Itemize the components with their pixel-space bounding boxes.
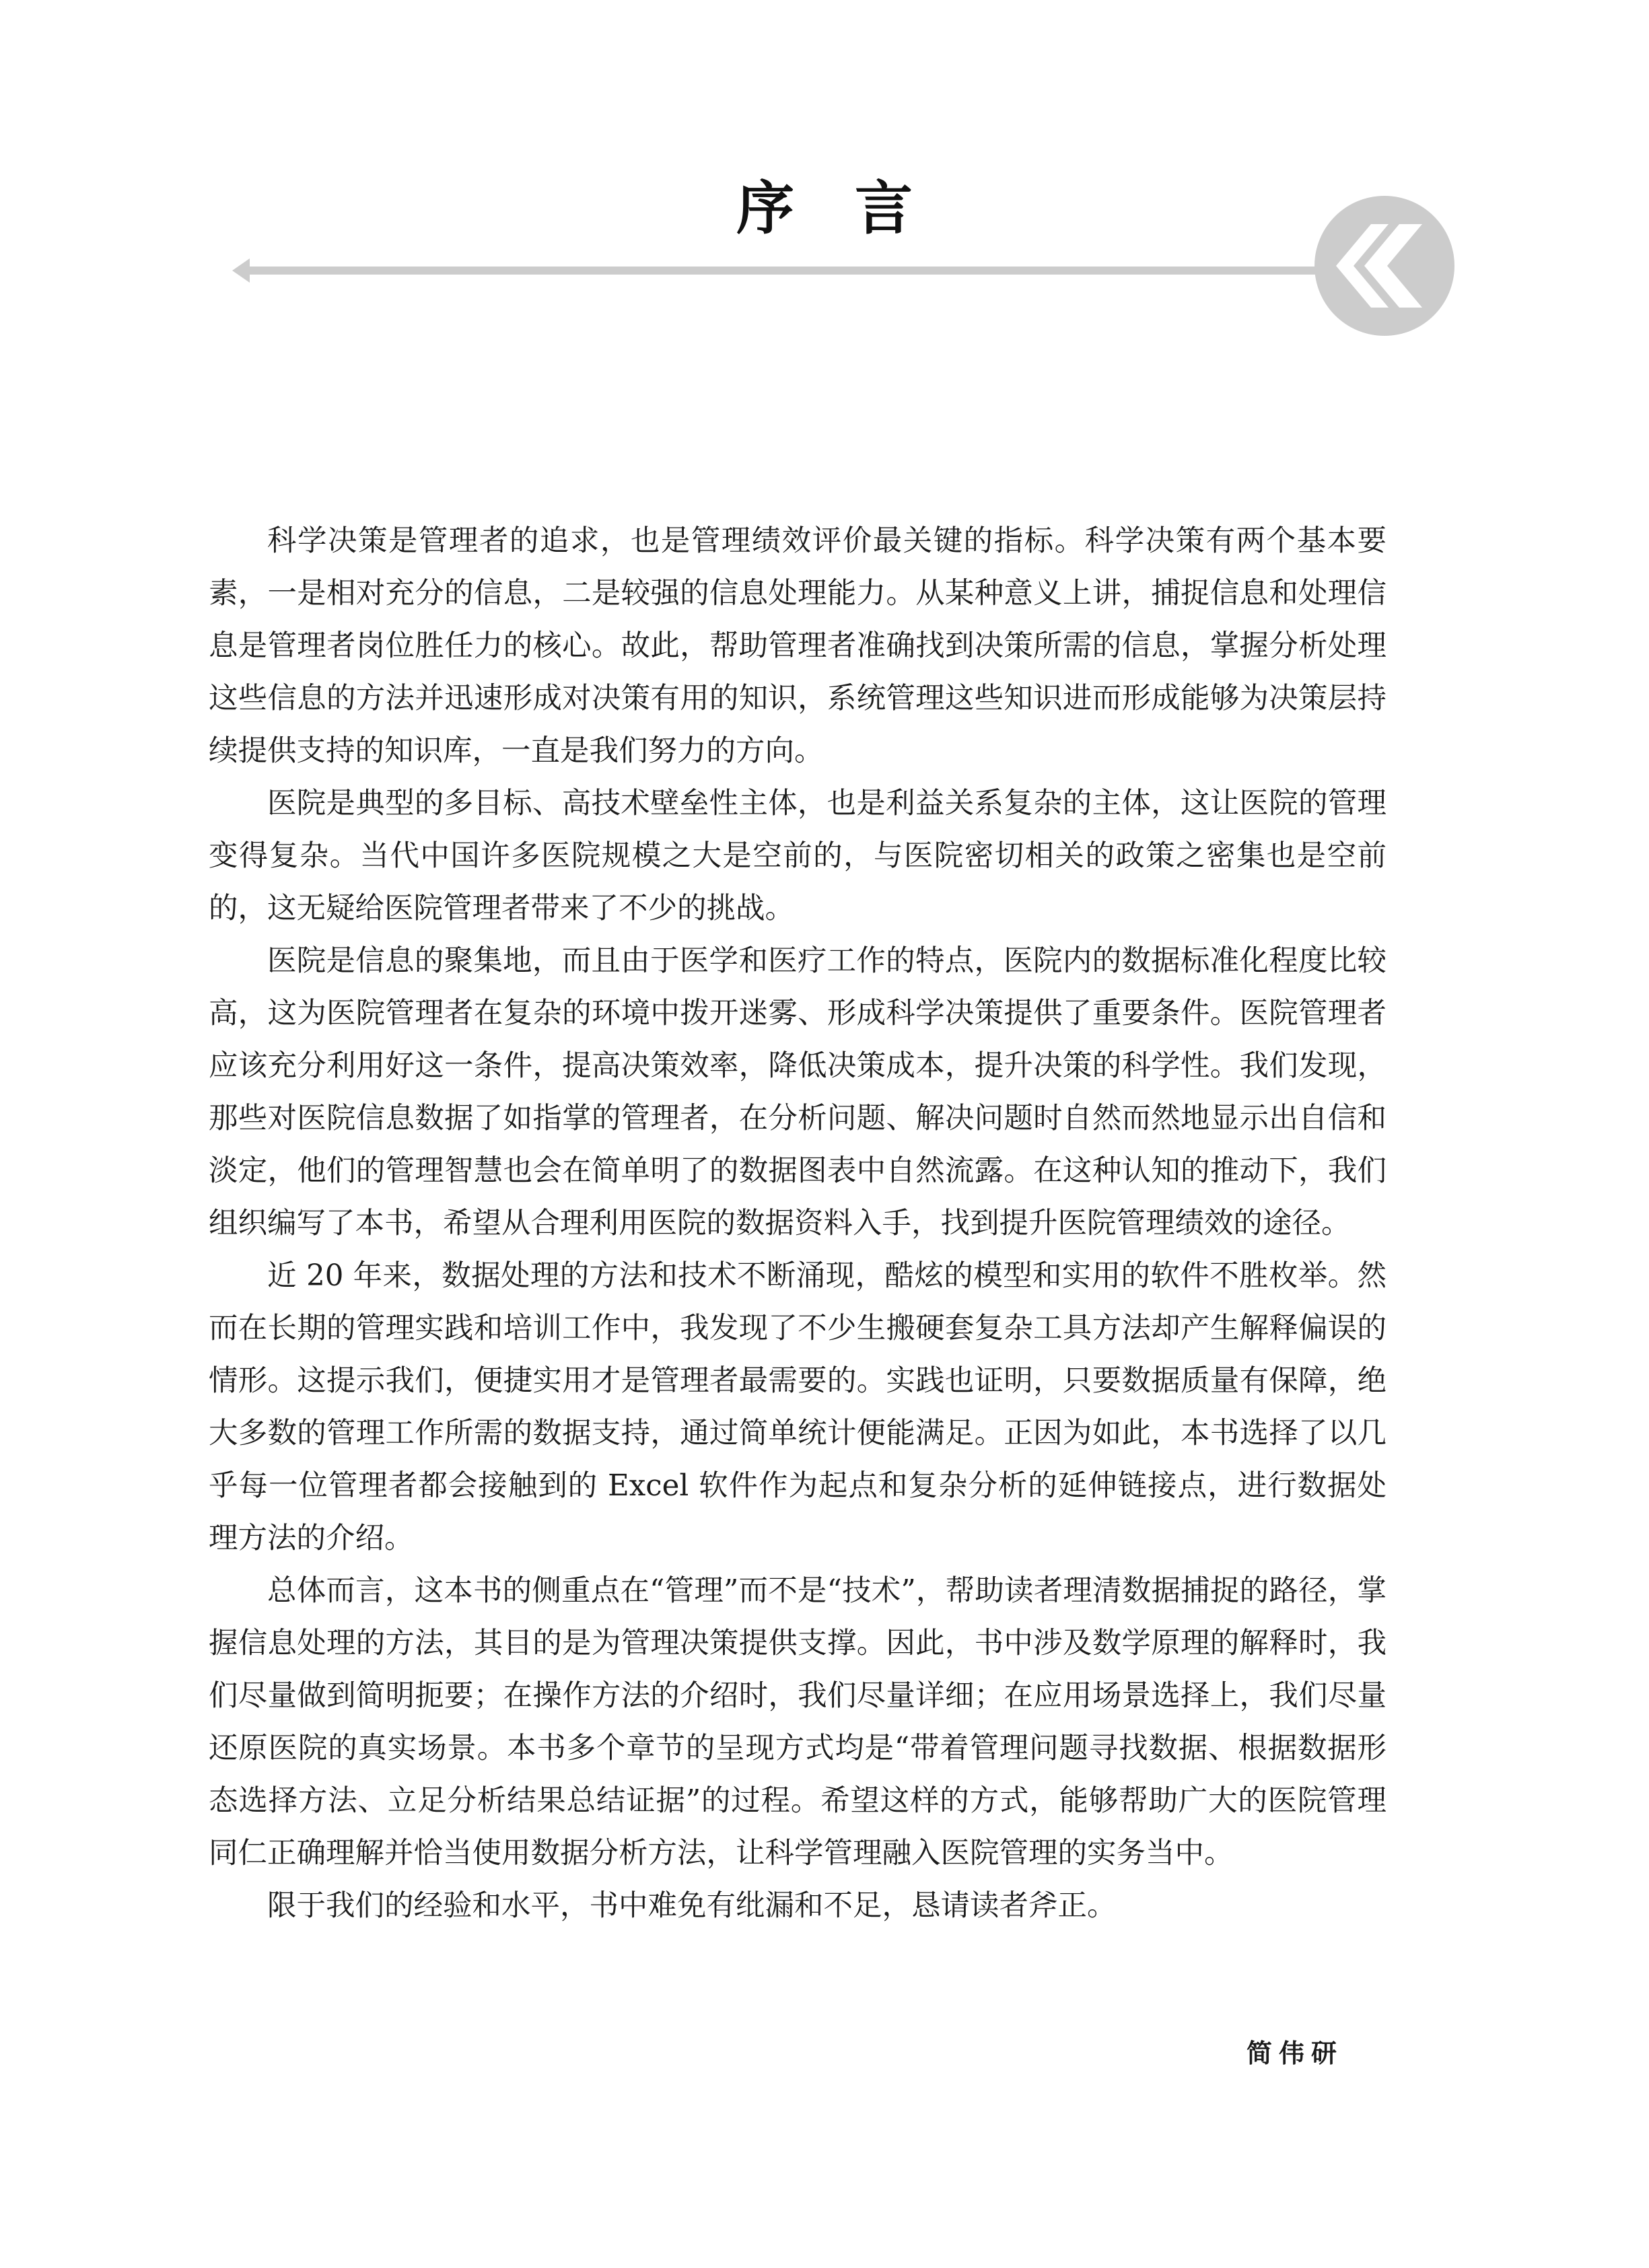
paragraph: 医院是典型的多目标、高技术壁垒性主体，也是利益关系复杂的主体，这让医院的管理变得复杂。当代中国许多医院规模之大是空前的，与医院密切相关的政策之密集也是空前的，这无疑给医院管理者带来了不少的挑战。 [209, 787, 1387, 925]
paragraph: 科学决策是管理者的追求，也是管理绩效评价最关键的指标。科学决策有两个基本要素，一是相对充分的信息，二是较强的信息处理能力。从某种意义上讲，捕捉信息和处理信息是管理者岗位胜任力的核心。故此，帮助管理者准确找到决策所需的信息，掌握分析处理这些信息的方法并迅速形成对决策有用的知识，系统管理这些知识进而形成能够为决策层持续提供支持的知识库，一直是我们努力的方向。 [209, 524, 1387, 768]
double-chevron-left-icon [1313, 194, 1456, 337]
paragraph: 近 20 年来，数据处理的方法和技术不断涌现，酷炫的模型和实用的软件不胜枚举。然而在长期的管理实践和培训工作中，我发现了不少生搬硬套复杂工具方法却产生解释偏误的情形。这提示我们，便捷实用才是管理者最需要的。实践也证明，只要数据质量有保障，绝大多数的管理工作所需的数据支持，通过简单统计便能满足。正因为如此，本书选择了以几乎每一位管理者都会接触到的 Excel 软件作为起点和复杂分析的延伸链接点，进行数据处理方法的介绍。 [209, 1259, 1387, 1555]
paragraph: 限于我们的经验和水平，书中难免有纰漏和不足，恳请读者斧正。 [267, 1889, 1117, 1923]
paragraph: 总体而言，这本书的侧重点在“管理”而不是“技术”，帮助读者理清数据捕捉的路径，掌握信息处理的方法，其目的是为管理决策提供支撑。因此，书中涉及数学原理的解释时，我们尽量做到简明扼要；在操作方法的介绍时，我们尽量详细；在应用场景选择上，我们尽量还原医院的真实场景。本书多个章节的呈现方式均是“带着管理问题寻找数据、根据数据形态选择方法、立足分析结果总结证据”的过程。希望这样的方式，能够帮助广大的医院管理同仁正确理解并恰当使用数据分析方法，让科学管理融入医院管理的实务当中。 [209, 1574, 1387, 1870]
page-title: 序言 [736, 175, 973, 242]
preface-body [209, 515, 1387, 1932]
paragraph: 医院是信息的聚集地，而且由于医学和医疗工作的特点，医院内的数据标准化程度比较高，这为医院管理者在复杂的环境中拨开迷雾、形成科学决策提供了重要条件。医院管理者应该充分利用好这一条件，提高决策效率，降低决策成本，提升决策的科学性。我们发现，那些对医院信息数据了如指掌的管理者，在分析问题、解决问题时自然而然地显示出自信和淡定，他们的管理智慧也会在简单明了的数据图表中自然流露。在这种认知的推动下，我们组织编写了本书，希望从合理利用医院的数据资料入手，找到提升医院管理绩效的途径。 [209, 944, 1387, 1240]
header-arrow-rule [232, 256, 1363, 285]
author-signature: 简伟研 [1246, 2039, 1343, 2068]
